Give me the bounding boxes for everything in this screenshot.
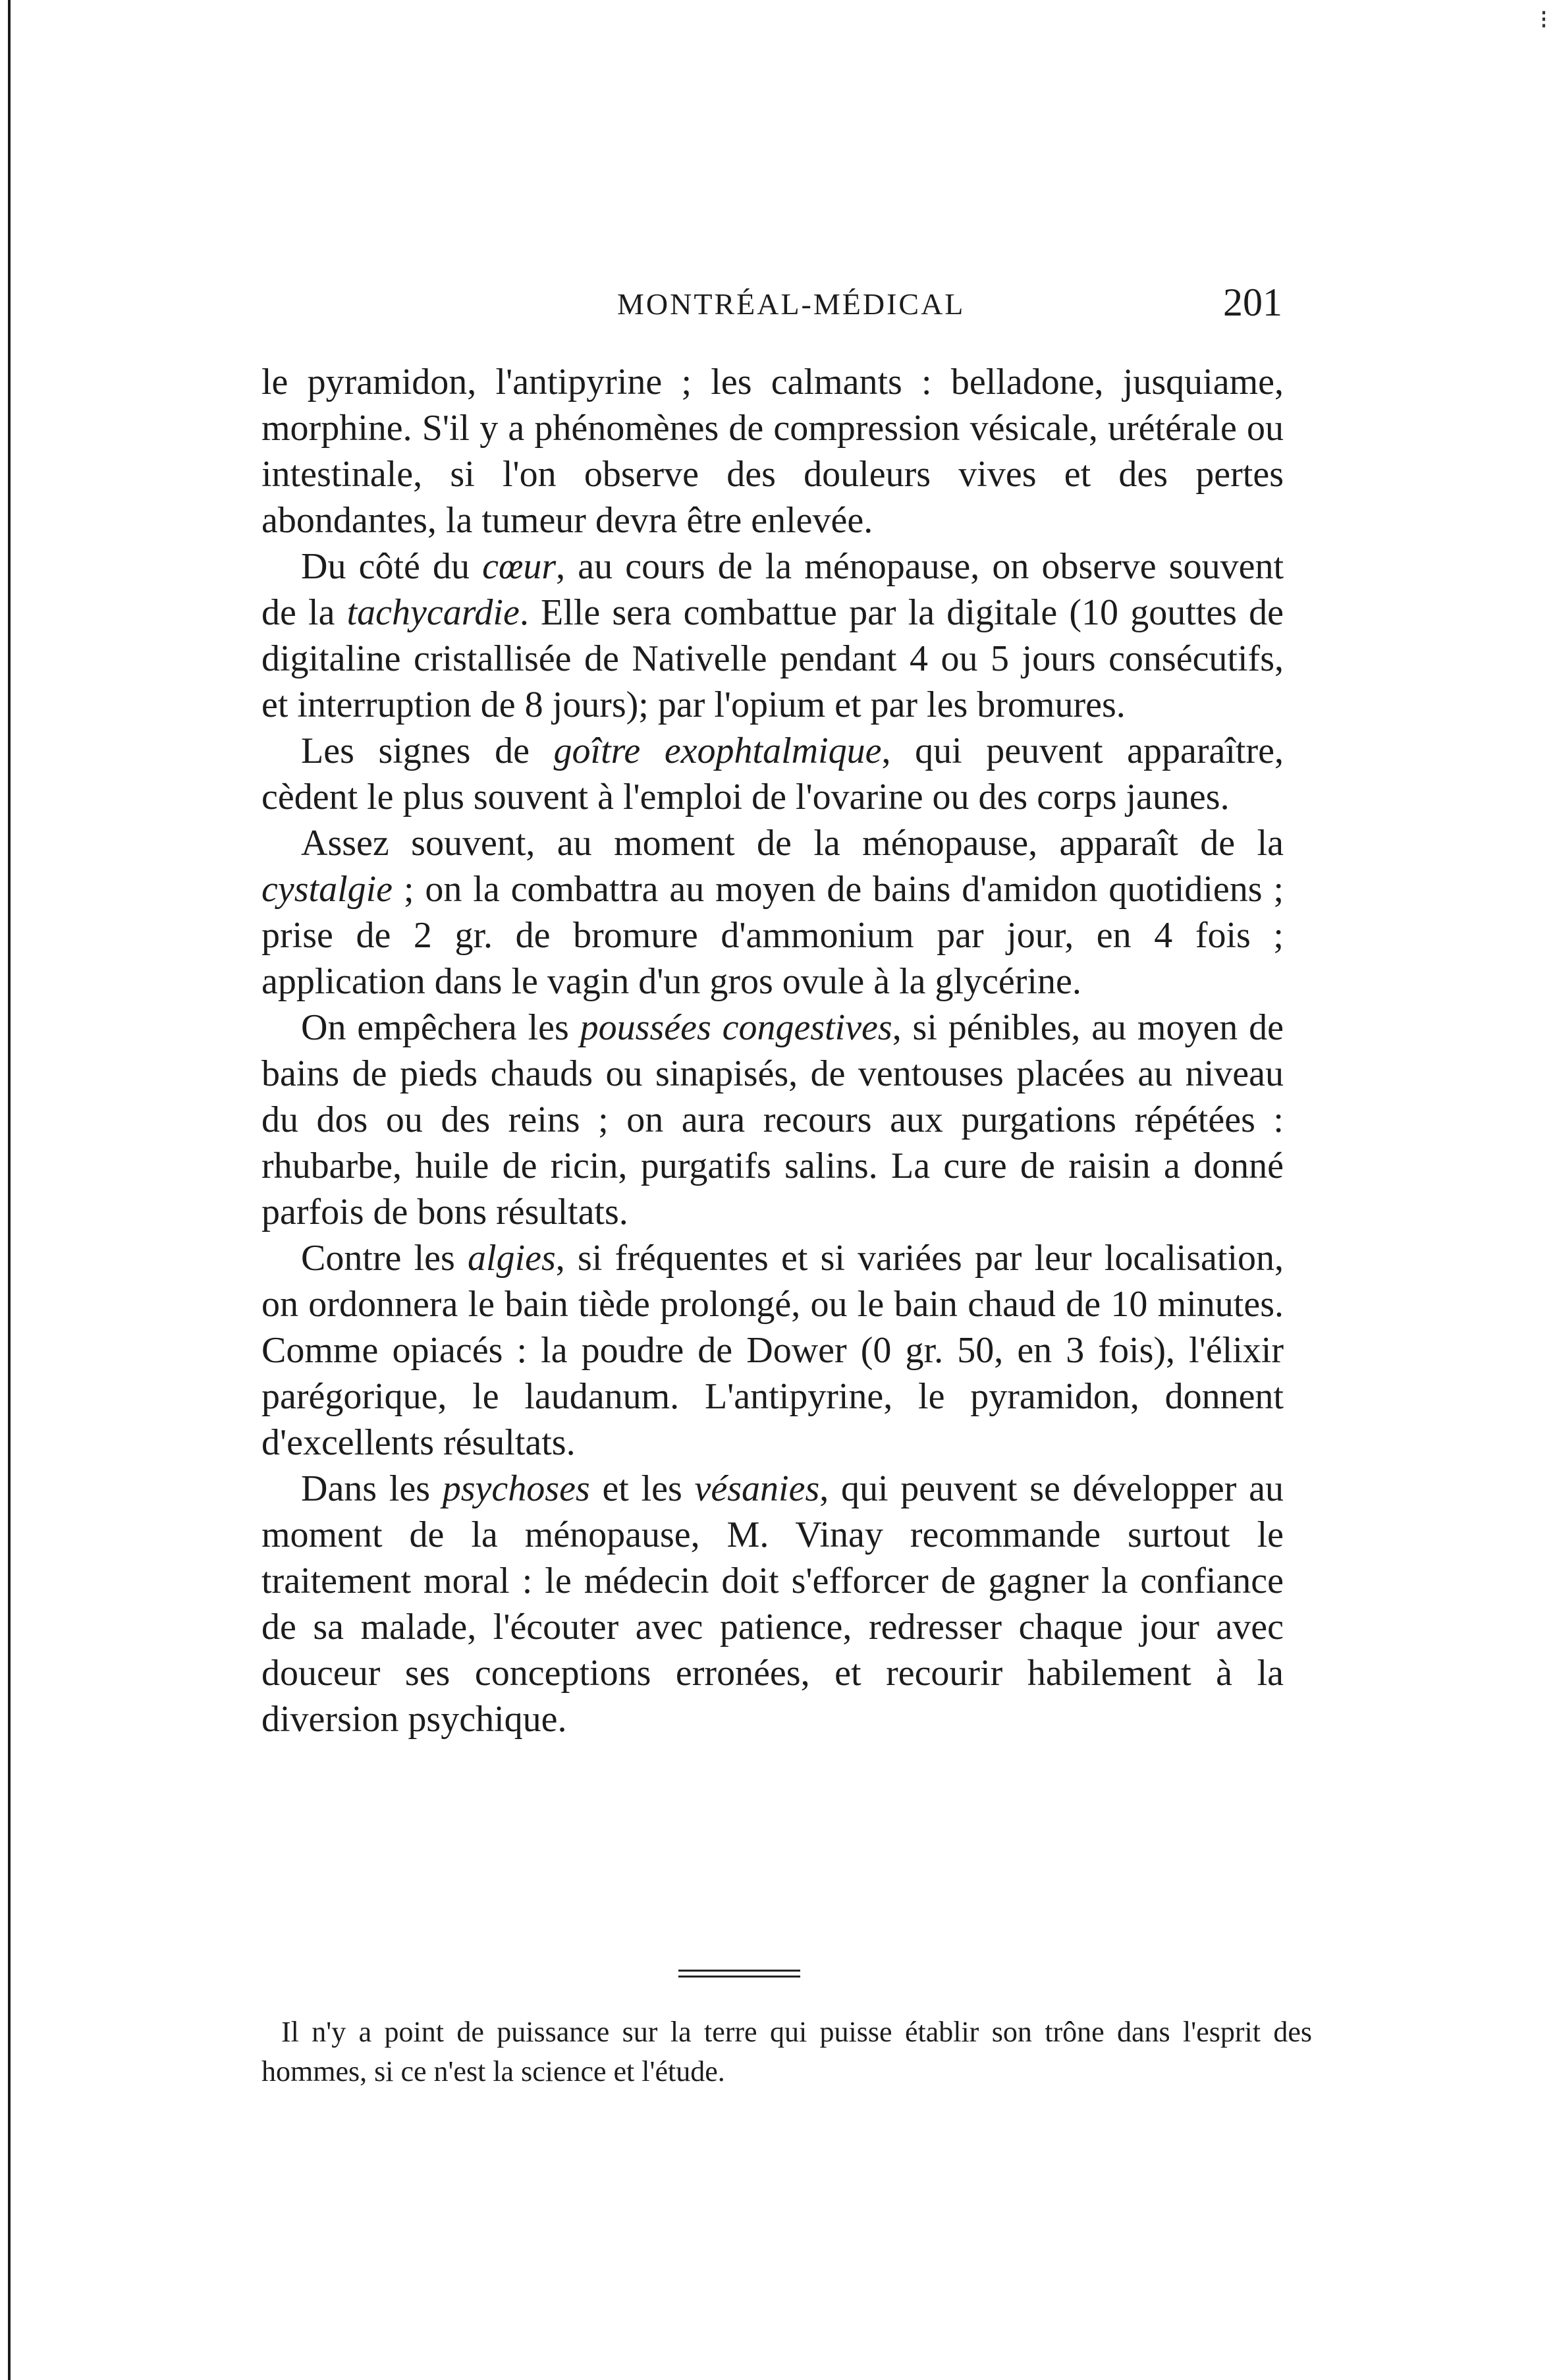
footer-quote [261, 2012, 1312, 2091]
scan-mark: ⁝ [1539, 5, 1548, 34]
text-run: et les [589, 1468, 695, 1509]
text-run: Contre les [301, 1238, 468, 1279]
text-run: . Elle sera combattue par la digitale (10 gouttes de digitaline cristallisée de Nativelle pendant 4 ou 5 jours consécutifs, et interruption de 8 jours); par l'opium et par les bromures. [261, 592, 1284, 725]
page-edge-line [8, 0, 11, 2380]
italic-term: cœur [482, 546, 557, 587]
italic-term: vésanies [694, 1468, 820, 1509]
quote-text: Il n'y a point de puissance sur la terre qui puisse établir son trône dans l'esprit des hommes, si ce n'est la science et l'étude. [261, 2016, 1312, 2088]
text-run: Dans les [301, 1468, 443, 1509]
paragraph [261, 359, 1284, 543]
paragraph [261, 1466, 1284, 1742]
running-head [261, 280, 1282, 333]
text-run: le pyramidon, l'antipyrine ; les calmants : belladone, jusquiame, morphine. S'il y a phénomènes de compression vésicale, urétérale ou intestinale, si l'on observe des douleurs vives et des pertes abondantes, la tumeur devra être enlevée. [261, 362, 1284, 541]
italic-term: poussées congestives [580, 1007, 892, 1048]
page-number: 201 [1223, 281, 1282, 324]
text-run: On empêchera les [301, 1007, 580, 1048]
italic-term: psychoses [442, 1468, 590, 1509]
text-run: Les signes de [301, 731, 554, 771]
text-run: , au cours de la ménopause, on observe souvent de la [261, 546, 1284, 633]
italic-term: tachycardie [346, 592, 520, 633]
paragraph [261, 543, 1284, 728]
journal-title: MONTRÉAL-MÉDICAL [617, 287, 966, 321]
text-run: ; on la combattra au moyen de bains d'amidon quotidiens ; prise de 2 gr. de bromure d'ammonium par jour, en 4 fois ; application dans le vagin d'un gros ovule à la glycérine. [261, 869, 1284, 1002]
italic-term: algies [468, 1238, 556, 1279]
italic-term: goître exophtalmique [553, 731, 882, 771]
paragraph [261, 820, 1284, 1005]
text-run: , si pénibles, au moyen de bains de pieds chauds ou sinapisés, de ventouses placées au niveau du dos ou des reins ; on aura recours aux purgations répétées : rhubarbe, huile de ricin, purgatifs salins. La cure de raisin a donné parfois de bons résultats. [261, 1007, 1284, 1232]
text-run: , si fréquentes et si variées par leur localisation, on ordonnera le bain tiède prolongé, ou le bain chaud de 10 minutes. Comme opiacés : la poudre de Dower (0 gr. 50, en 3 fois), l'élixir parégorique, le laudanum. L'antipyrine, le pyramidon, donnent d'excellents résultats. [261, 1238, 1284, 1463]
article-body [261, 359, 1284, 1742]
section-divider [678, 1970, 800, 1978]
text-run: Assez souvent, au moment de la ménopause, apparaît de la [301, 823, 1284, 864]
paragraph [261, 1005, 1284, 1235]
text-run: , qui peuvent se développer au moment de la ménopause, M. Vinay recommande surtout le traitement moral : le médecin doit s'efforcer de gagner la confiance de sa malade, l'écouter avec patience, redresser chaque jour avec douceur ses conceptions erronées, et recourir habilement à la diversion psychique. [261, 1468, 1284, 1740]
paragraph [261, 728, 1284, 820]
text-run: Du côté du [301, 546, 483, 587]
paragraph [261, 1235, 1284, 1466]
italic-term: cystalgie [261, 869, 393, 910]
text-run: , qui peuvent apparaître, cèdent le plus souvent à l'emploi de l'ovarine ou des corps jaunes. [261, 731, 1284, 817]
